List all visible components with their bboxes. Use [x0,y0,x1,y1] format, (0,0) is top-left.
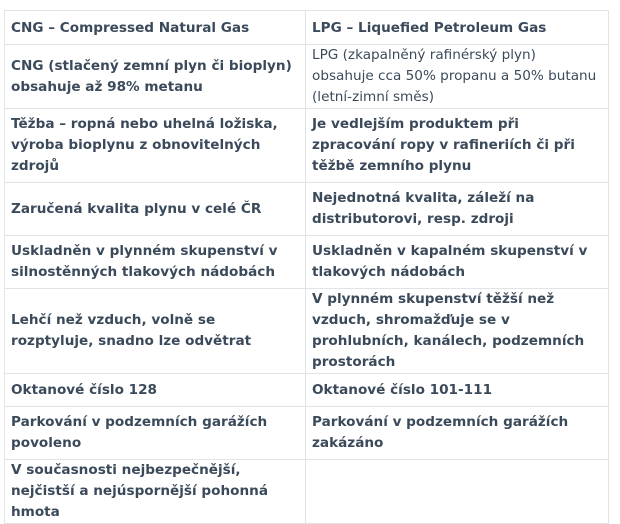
table-row [5,45,609,109]
table-header [5,11,609,45]
cell-lpg [306,460,609,524]
table-row [5,460,609,524]
header-lpg: LPG – Liquefied Petroleum Gas [306,11,609,45]
table-row [5,289,609,374]
table-row [5,407,609,460]
table-row [5,183,609,236]
cng-lpg-comparison-table [4,10,609,524]
table-row [5,374,609,407]
cell-cng: Zaručená kvalita plynu v celé ČR [5,183,306,236]
cell-lpg: Oktanové číslo 101-111 [306,374,609,407]
table-row [5,236,609,289]
cell-lpg: Uskladněn v kapalném skupenství v tlakových nádobách [306,236,609,289]
cell-lpg: V plynném skupenství těžší než vzduch, shromažďuje se v prohlubních, kanálech, podzemních prostorách [306,289,609,374]
cell-cng: CNG (stlačený zemní plyn či bioplyn) obsahuje až 98% metanu [5,45,306,109]
cell-cng: V současnosti nejbezpečnější, nejčistší a nejúspornější pohonná hmota [5,460,306,524]
header-cng: CNG – Compressed Natural Gas [5,11,306,45]
cell-lpg: LPG (zkapalněný rafinérský plyn) obsahuje cca 50% propanu a 50% butanu (letní-zimní směs) [306,45,609,109]
header-row [5,11,609,45]
cell-lpg: Nejednotná kvalita, záleží na distributorovi, resp. zdroji [306,183,609,236]
cell-lpg: Parkování v podzemních garážích zakázáno [306,407,609,460]
cell-cng: Uskladněn v plynném skupenství v silnostěnných tlakových nádobách [5,236,306,289]
cell-cng: Oktanové číslo 128 [5,374,306,407]
table-body [5,45,609,524]
cell-cng: Lehčí než vzduch, volně se rozptyluje, snadno lze odvětrat [5,289,306,374]
table-row [5,109,609,183]
cell-lpg: Je vedlejším produktem při zpracování ropy v rafineriích či při těžbě zemního plynu [306,109,609,183]
cell-cng: Parkování v podzemních garážích povoleno [5,407,306,460]
cell-cng: Těžba – ropná nebo uhelná ložiska, výroba bioplynu z obnovitelných zdrojů [5,109,306,183]
